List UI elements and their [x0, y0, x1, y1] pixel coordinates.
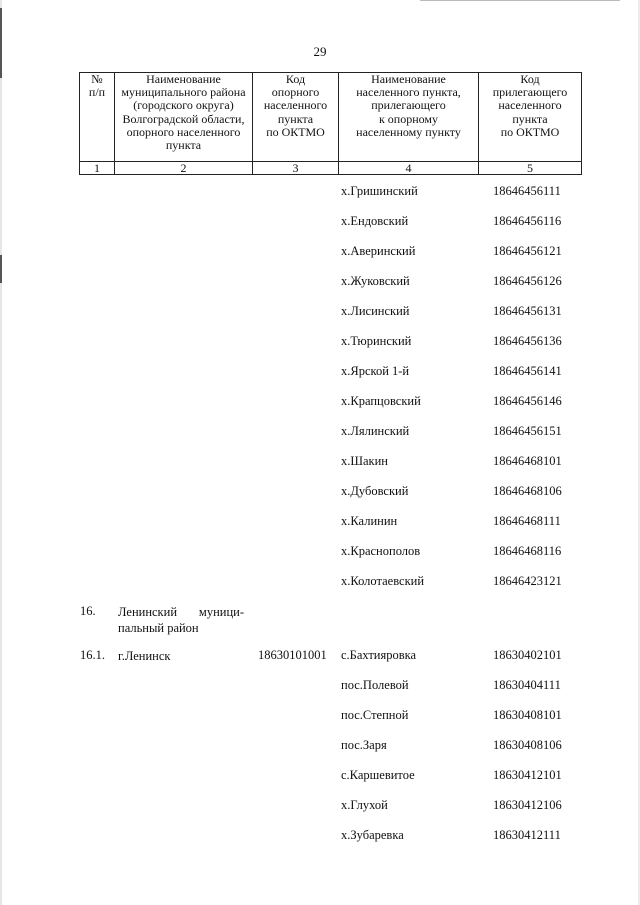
row-number: 16.1.	[80, 648, 105, 662]
adjacent-place-name: х.Гришинский	[341, 184, 418, 198]
header-line: №	[91, 72, 103, 86]
district-name-line: г.Ленинск	[118, 649, 171, 663]
adjacent-place-code: 18646456131	[493, 304, 562, 318]
table-row	[0, 678, 640, 696]
table-row	[0, 708, 640, 726]
adjacent-place-code: 18646456121	[493, 244, 562, 258]
header-line: к опорному	[378, 111, 439, 126]
adjacent-place-name: х.Аверинский	[341, 244, 416, 258]
adjacent-place-name: пос.Заря	[341, 738, 387, 752]
header-row	[80, 73, 582, 162]
adjacent-place-code: 18646468111	[493, 514, 561, 528]
table-row	[0, 184, 640, 202]
adjacent-place-name: х.Глухой	[341, 798, 388, 812]
scan-top-mark	[420, 0, 620, 1]
header-col-num	[80, 73, 115, 162]
adjacent-place-code: 18630412111	[493, 828, 561, 842]
adjacent-place-name: х.Дубовский	[341, 484, 409, 498]
table-row	[0, 334, 640, 352]
adjacent-place-name: х.Крапцовский	[341, 394, 421, 408]
header-line: прилегающего	[371, 98, 446, 113]
table-row	[0, 274, 640, 292]
header-line: Наименование	[371, 72, 446, 86]
header-line: опорного	[271, 85, 320, 100]
table-header	[79, 72, 582, 175]
adjacent-place-code: 18630408101	[493, 708, 562, 722]
header-line: населенного пункта,	[356, 85, 461, 100]
header-line: населенного	[263, 98, 328, 113]
header-line: прилегающего	[492, 85, 568, 100]
table-row	[0, 604, 640, 635]
table-row	[0, 648, 640, 666]
adjacent-place-name: х.Тюринский	[341, 334, 412, 348]
page-number: 29	[313, 44, 327, 59]
header-line: населенного	[498, 98, 562, 113]
table-row	[0, 244, 640, 262]
adjacent-place-code: 18646456141	[493, 364, 562, 378]
table-row	[0, 738, 640, 756]
table-row	[0, 214, 640, 232]
adjacent-place-code: 18646456116	[493, 214, 562, 228]
header-line: муниципального района	[121, 85, 246, 100]
adjacent-place-code: 18646456126	[493, 274, 562, 288]
support-place-code: 18630101001	[258, 648, 327, 662]
adjacent-place-name: х.Колотаевский	[341, 574, 425, 588]
column-number: 5	[479, 162, 582, 175]
adjacent-place-name: х.Лисинский	[341, 304, 410, 318]
adjacent-place-code: 18630408106	[493, 738, 562, 752]
district-name-line: Ленинский муници-	[118, 605, 244, 619]
table-row	[0, 828, 640, 846]
table-row	[0, 484, 640, 502]
header-line: по ОКТМО	[266, 124, 325, 139]
adjacent-place-name: пос.Степной	[341, 708, 409, 722]
header-col-district	[115, 73, 253, 162]
column-number: 1	[80, 162, 115, 175]
table-row	[0, 544, 640, 562]
adjacent-place-code: 18630404111	[493, 678, 561, 692]
header-line: населенному пункту	[356, 124, 461, 139]
column-number: 2	[115, 162, 253, 175]
column-number: 4	[339, 162, 479, 175]
adjacent-place-code: 18646456151	[493, 424, 562, 438]
adjacent-place-code: 18646468116	[493, 544, 562, 558]
table-row	[0, 424, 640, 442]
adjacent-place-name: х.Зубаревка	[341, 828, 404, 842]
header-col-place-code	[479, 73, 582, 162]
adjacent-place-code: 18630402101	[493, 648, 562, 662]
header-line: опорного населенного	[126, 124, 241, 139]
header-line: Код	[520, 72, 540, 86]
adjacent-place-name: х.Калинин	[341, 514, 398, 528]
header-line: Наименование	[146, 72, 221, 86]
adjacent-place-name: х.Ярской 1-й	[341, 364, 410, 378]
header-line: п/п	[88, 85, 106, 100]
column-number-row	[80, 162, 582, 175]
adjacent-place-code: 18646456111	[493, 184, 561, 198]
table-row	[0, 454, 640, 472]
adjacent-place-code: 18646423121	[493, 574, 562, 588]
header-line: по ОКТМО	[500, 124, 560, 139]
table-row	[0, 798, 640, 816]
adjacent-place-name: пос.Полевой	[341, 678, 409, 692]
row-number: 16.	[80, 604, 96, 618]
district-name-line: пальный район	[118, 621, 199, 635]
header-line: пункта	[165, 138, 202, 153]
table-row	[0, 574, 640, 592]
table-row	[0, 304, 640, 322]
district-name	[118, 648, 244, 664]
scan-edge-mark	[0, 8, 2, 78]
adjacent-place-name: х.Краснополов	[341, 544, 421, 558]
adjacent-place-code: 18646456146	[493, 394, 562, 408]
header-line: пункта	[277, 111, 314, 126]
header-line: (городского округа)	[133, 98, 234, 113]
table-row	[0, 364, 640, 382]
table-row	[0, 768, 640, 786]
table-row	[0, 514, 640, 532]
adjacent-place-code: 18646468101	[493, 454, 562, 468]
adjacent-place-code: 18646456136	[493, 334, 562, 348]
header-col-place	[339, 73, 479, 162]
header-line: пункта	[512, 111, 548, 126]
adjacent-place-code: 18630412106	[493, 798, 562, 812]
adjacent-place-name: с.Каршевитое	[341, 768, 415, 782]
adjacent-place-name: х.Ендовский	[341, 214, 409, 228]
adjacent-place-code: 18646468106	[493, 484, 562, 498]
header-line: Код	[285, 72, 306, 86]
district-name	[118, 604, 244, 636]
adjacent-place-name: х.Жуковский	[341, 274, 410, 288]
header-line: Волгоградской области,	[122, 111, 245, 126]
adjacent-place-code: 18630412101	[493, 768, 562, 782]
table-row	[0, 394, 640, 412]
adjacent-place-name: х.Лялинский	[341, 424, 410, 438]
adjacent-place-name: х.Шакин	[341, 454, 388, 468]
adjacent-place-name: с.Бахтияровка	[341, 648, 417, 662]
column-number: 3	[253, 162, 339, 175]
header-col-code	[253, 73, 339, 162]
